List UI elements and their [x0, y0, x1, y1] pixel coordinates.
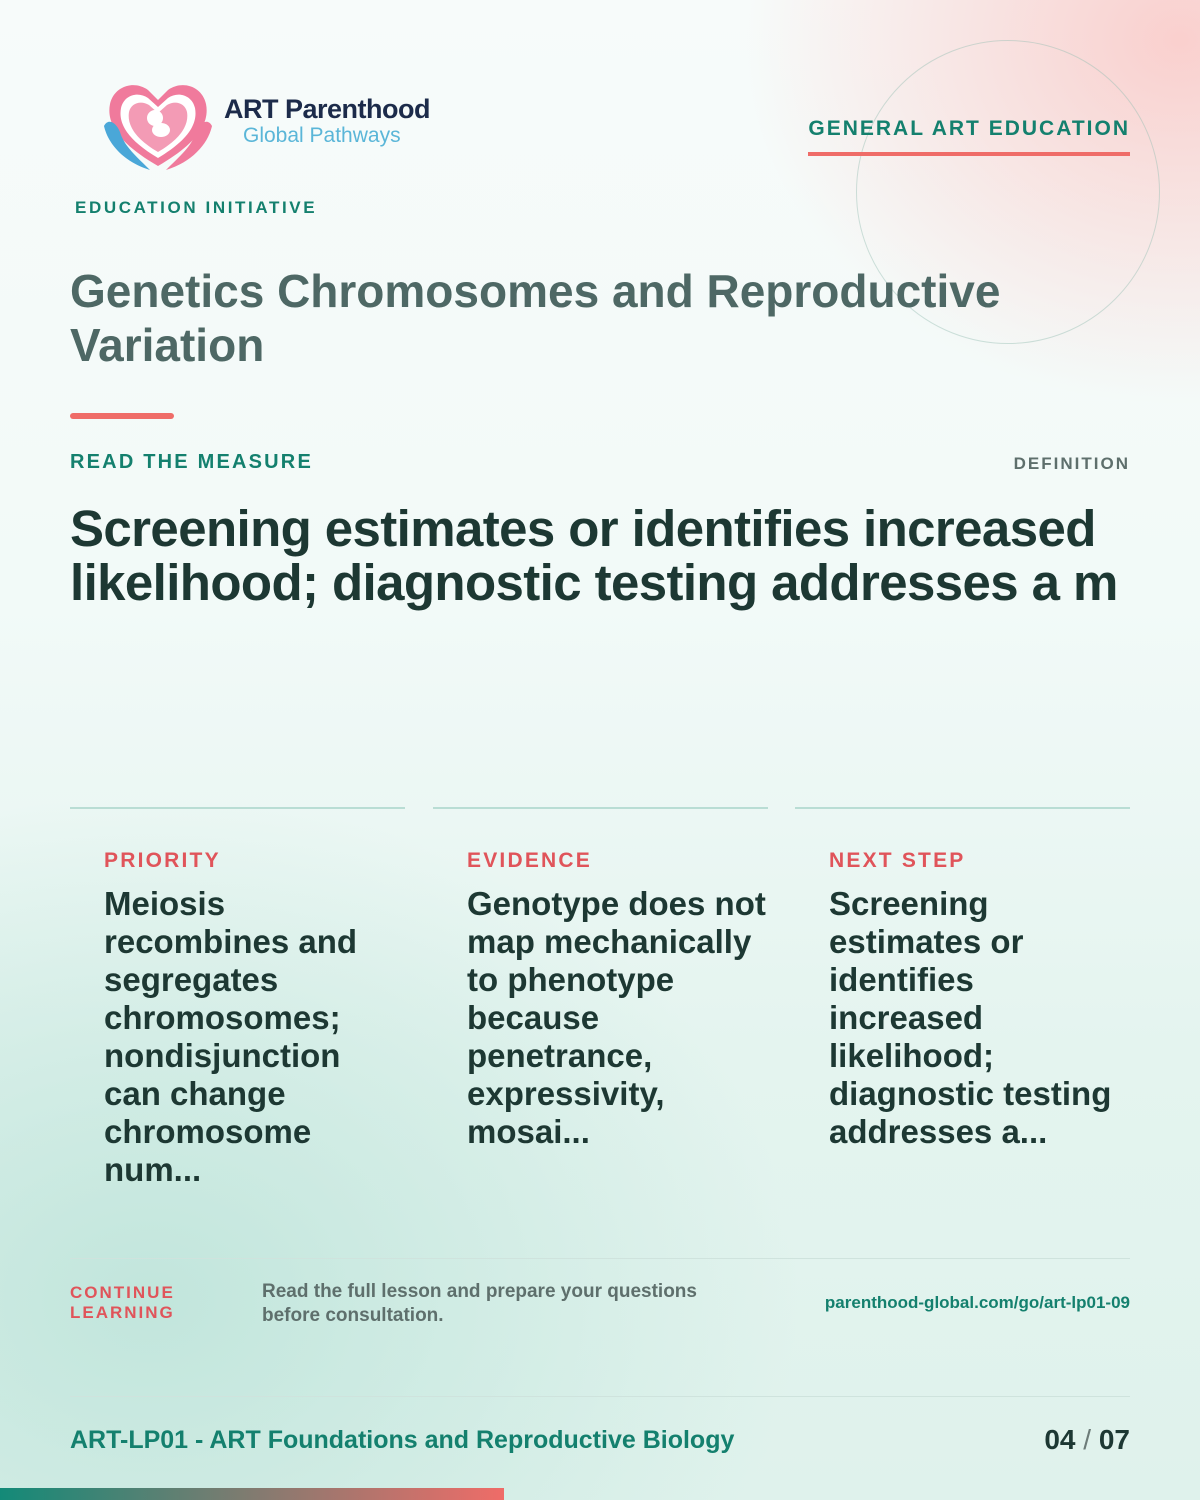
continue-text: Read the full lesson and prepare your questions before consultation. [262, 1281, 697, 1326]
measure-tag: DEFINITION [1013, 454, 1130, 473]
page-title: Genetics Chromosomes and Reproductive Variation [70, 265, 1001, 371]
divider [70, 1396, 1130, 1397]
title-accent-bar [70, 413, 174, 419]
page-total: 07 [1098, 1424, 1130, 1455]
brand-subtitle: Global Pathways [243, 124, 401, 147]
column-label: PRIORITY [104, 849, 221, 872]
column-text: Meiosis recombines and segregates chromosomes; nondisjunction can change chromosome num... [104, 885, 358, 1188]
page-current: 04 [1044, 1424, 1076, 1455]
evidence-column [433, 807, 768, 1151]
lesson-link[interactable]: parenthood-global.com/go/art-lp01-09 [824, 1293, 1130, 1312]
column-text: Screening estimates or identifies increased likelihood; diagnostic testing addresses a... [829, 885, 1112, 1150]
measure-headline: Screening estimates or identifies increased likelihood; diagnostic testing addresses a m [70, 500, 1118, 611]
column-label: EVIDENCE [467, 849, 592, 872]
page-separator: / [1083, 1424, 1092, 1455]
progress-bar [0, 1488, 1200, 1500]
column-label: NEXT STEP [829, 849, 966, 872]
course-title: ART-LP01 - ART Foundations and Reproductive Biology [70, 1426, 735, 1454]
measure-label: READ THE MEASURE [70, 451, 313, 473]
divider [70, 1258, 1130, 1259]
next-step-column [795, 807, 1130, 1151]
priority-column [70, 807, 405, 1189]
initiative-label: EDUCATION INITIATIVE [75, 198, 318, 217]
brand-name: ART Parenthood [224, 94, 430, 124]
page-indicator [1044, 1424, 1130, 1456]
continue-label: CONTINUE LEARNING [70, 1283, 175, 1322]
progress-fill [0, 1488, 504, 1500]
column-text: Genotype does not map mechanically to phenotype because penetrance, expressivity, mosai... [467, 885, 766, 1150]
heart-hands-baby-icon [100, 74, 216, 174]
category-label: GENERAL ART EDUCATION [808, 117, 1130, 156]
